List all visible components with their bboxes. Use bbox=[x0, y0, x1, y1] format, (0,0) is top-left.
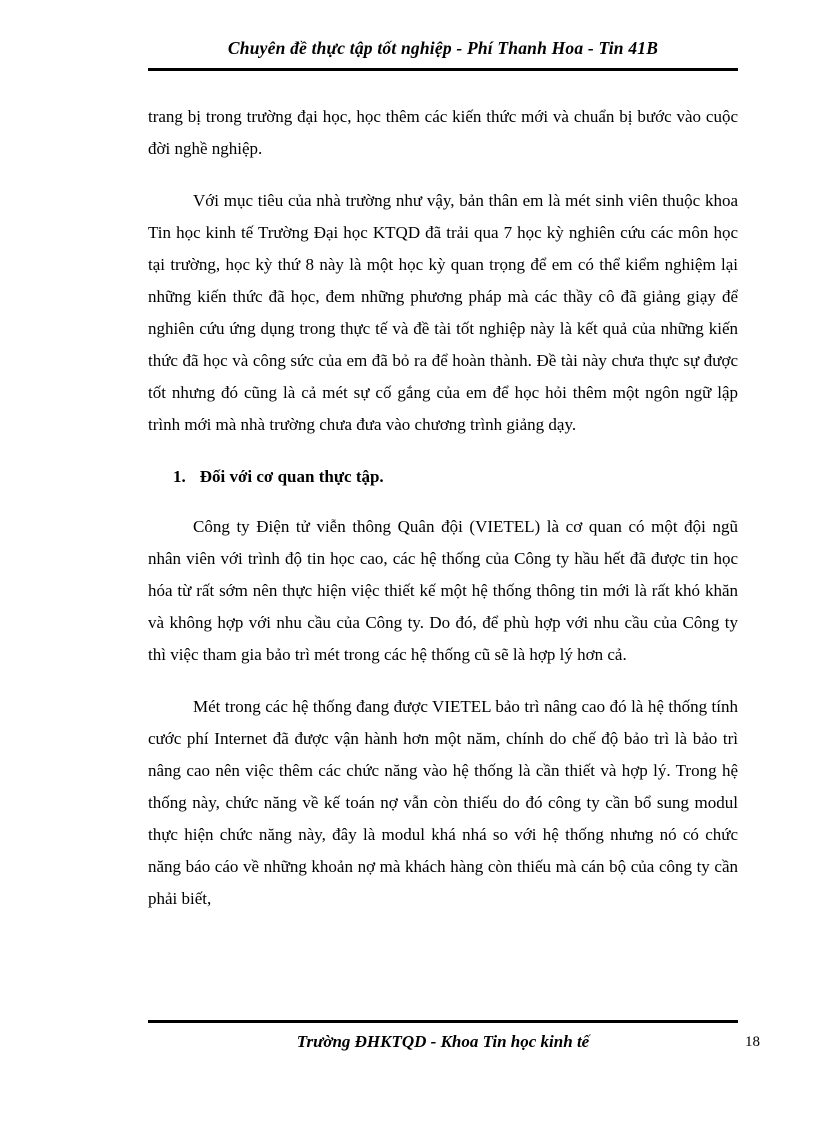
document-body bbox=[148, 101, 738, 915]
header-divider bbox=[148, 68, 738, 71]
paragraph: trang bị trong trường đại học, học thêm các kiến thức mới và chuẩn bị bước vào cuộc đời nghề nghiệp. bbox=[148, 107, 738, 158]
header-title: Chuyên đề thực tập tốt nghiệp - Phí Thanh Hoa - Tin 41B bbox=[227, 38, 659, 58]
paragraph: Công ty Điện tử viễn thông Quân đội (VIETEL) là cơ quan có một đội ngũ nhân viên với trình độ tin học cao, các hệ thống của Công ty hầu hết đã được tin học hóa từ rất sớm nên thực hiện việc thiết kế một hệ thống thông tin mới là rất khó khăn và không hợp với nhu cầu của Công ty. Do đó, để phù hợp với nhu cầu của Công ty thì việc tham gia bảo trì mét trong các hệ thống cũ sẽ là hợp lý hơn cả. bbox=[148, 517, 738, 664]
page-footer bbox=[148, 1020, 760, 1052]
footer-divider bbox=[148, 1020, 738, 1023]
paragraph: Mét trong các hệ thống đang được VIETEL bảo trì nâng cao đó là hệ thống tính cước phí Internet đã được vận hành hơn một năm, chính do chế độ bảo trì là bảo trì nâng cao nên việc thêm các chức năng vào hệ thống là cần thiết và hợp lý. Trong hệ thống này, chức năng về kế toán nợ vẫn còn thiếu do đó công ty cần bổ sung modul thực hiện chức năng này, đây là modul khá nhá so với hệ thống nhưng nó có chức năng báo cáo về những khoản nợ mà khách hàng còn thiếu mà cán bộ của công ty cần phải biết, bbox=[148, 697, 738, 908]
page-header bbox=[148, 38, 738, 71]
footer-title: Trường ĐHKTQD - Khoa Tin học kinh tế bbox=[296, 1032, 590, 1051]
section-heading-number: 1. bbox=[173, 467, 186, 486]
page-number: 18 bbox=[745, 1034, 760, 1050]
paragraph: Với mục tiêu của nhà trường như vậy, bản thân em là mét sinh viên thuộc khoa Tin học kinh tế Trường Đại học KTQD đã trải qua 7 học kỳ nghiên cứu các môn học tại trường, học kỳ thứ 8 này là một học kỳ quan trọng để em có thể kiểm nghiệm lại những kiến thức đã học, đem những phương pháp mà các thầy cô đã giảng giạy để nghiên cứu ứng dụng trong thực tế và đề tài tốt nghiệp này là kết quả của những kiến thức đã học và công sức của em đã bỏ ra để hoàn thành. Đề tài này chưa thực sự được tốt nhưng đó cũng là cả mét sự cố gắng của em để học hỏi thêm một ngôn ngữ lập trình mới mà nhà trường chưa đưa vào chương trình giảng dạy. bbox=[148, 191, 738, 434]
section-heading-text: Đối với cơ quan thực tập. bbox=[199, 467, 384, 486]
page-content bbox=[148, 38, 738, 935]
section-heading bbox=[173, 461, 738, 493]
